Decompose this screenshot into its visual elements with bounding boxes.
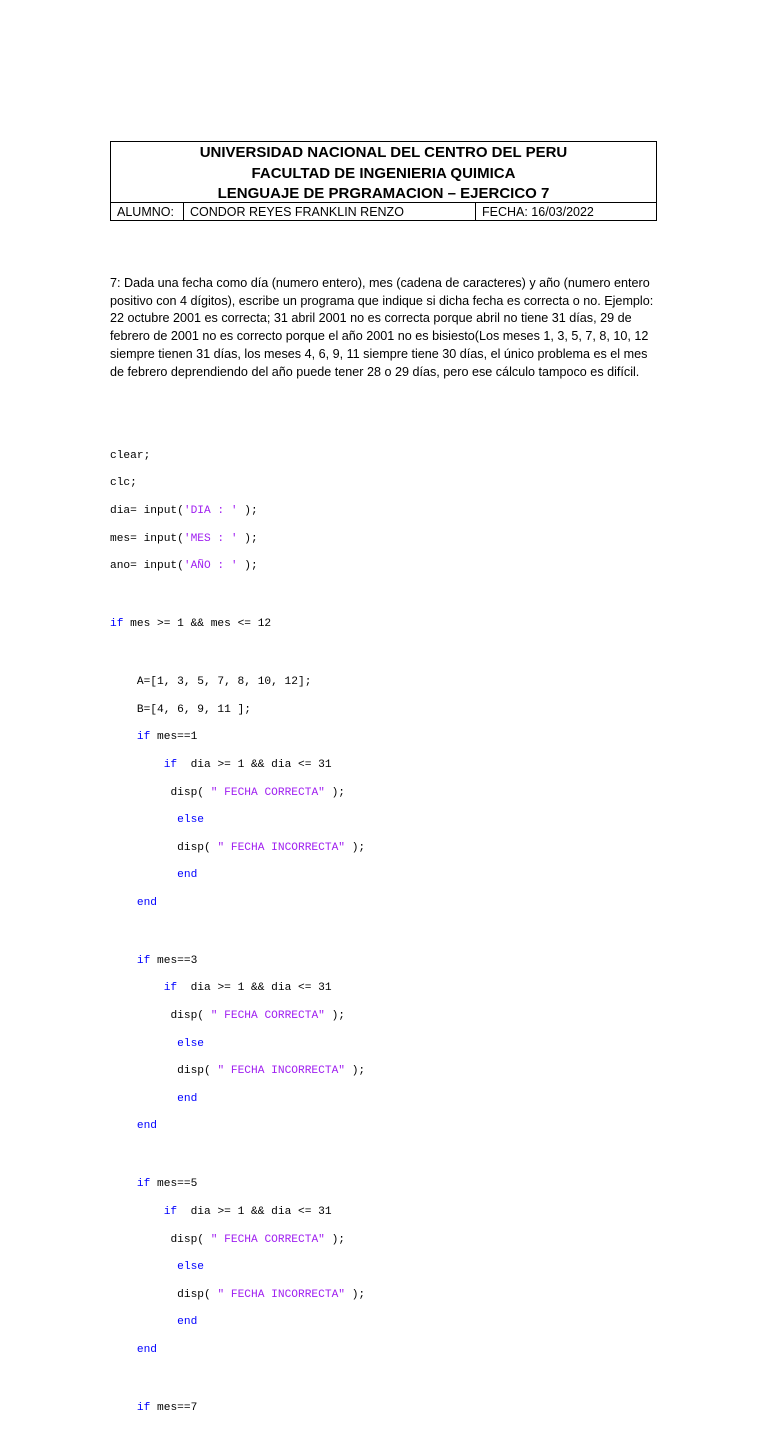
code-line: end <box>177 869 198 882</box>
code-line: if dia >= 1 && dia <= 31 <box>163 982 332 995</box>
code-listing <box>110 436 365 1430</box>
code-line: mes= input('MES : ' ); <box>110 532 258 545</box>
code-line: else <box>177 1261 204 1274</box>
problem-text: 7: Dada una fecha como día (numero entero), mes (cadena de caracteres) y año (numero entero positivo con 4 dígitos), escribe un programa que indique si dicha fecha es correcta o no. Ejemplo: 22 octubre 2001 es correcta; 31 abril 2001 no es correcta porque abril no tiene 31 días, 29 de febrero de 2001 no es correcto porque el año 2001 no es bisiesto(Los meses 1, 3, 5, 7, 8, 10, 12 siempre tienen 31 días, los meses 4, 6, 9, 11 siempre tiene 30 días, el único problema es el mes de febrero deprendiendo del año puede tener 28 o 29 días, pero ese cálculo tampoco es difícil. <box>110 276 654 379</box>
code-line: disp( " FECHA INCORRECTA" ); <box>177 841 366 854</box>
code-line: if mes==1 <box>136 731 198 744</box>
student-label: ALUMNO: <box>111 203 184 220</box>
code-line: else <box>177 1037 204 1050</box>
code-line: clc; <box>110 477 137 490</box>
code-line: if dia >= 1 && dia <= 31 <box>163 758 332 771</box>
code-line: end <box>177 1316 198 1329</box>
code-line: end <box>136 1120 158 1133</box>
code-line: if mes==7 <box>136 1401 198 1414</box>
student-info-row <box>111 202 656 220</box>
exam-date: FECHA: 16/03/2022 <box>482 204 594 219</box>
code-line: ano= input('AÑO : ' ); <box>110 560 258 573</box>
code-line: else <box>177 814 204 827</box>
code-line: B=[4, 6, 9, 11 ]; <box>110 703 251 716</box>
header-title-block <box>111 142 656 205</box>
code-line: if mes==5 <box>136 1178 198 1191</box>
code-line: if mes >= 1 && mes <= 12 <box>110 618 272 631</box>
code-line: end <box>136 1343 158 1356</box>
university-name: UNIVERSIDAD NACIONAL DEL CENTRO DEL PERU <box>199 144 568 162</box>
problem-statement <box>110 275 660 381</box>
code-line: end <box>177 1092 198 1105</box>
code-line: disp( " FECHA CORRECTA" ); <box>170 786 346 799</box>
header-table <box>110 141 657 221</box>
code-line: clear; <box>110 449 151 462</box>
faculty-name: FACULTAD DE INGENIERIA QUIMICA <box>251 164 516 182</box>
code-line: disp( " FECHA INCORRECTA" ); <box>177 1288 366 1301</box>
code-line: end <box>136 896 158 909</box>
course-title: LENGUAJE DE PRGRAMACION – EJERCICO 7 <box>217 185 550 203</box>
code-line: disp( " FECHA CORRECTA" ); <box>170 1233 346 1246</box>
code-line: if dia >= 1 && dia <= 31 <box>163 1206 332 1219</box>
code-line: A=[1, 3, 5, 7, 8, 10, 12]; <box>110 676 312 689</box>
code-line: disp( " FECHA CORRECTA" ); <box>170 1010 346 1023</box>
student-name: CONDOR REYES FRANKLIN RENZO <box>184 203 476 220</box>
code-line: if mes==3 <box>136 954 198 967</box>
code-line: dia= input('DIA : ' ); <box>110 504 258 517</box>
code-line: disp( " FECHA INCORRECTA" ); <box>177 1065 366 1078</box>
